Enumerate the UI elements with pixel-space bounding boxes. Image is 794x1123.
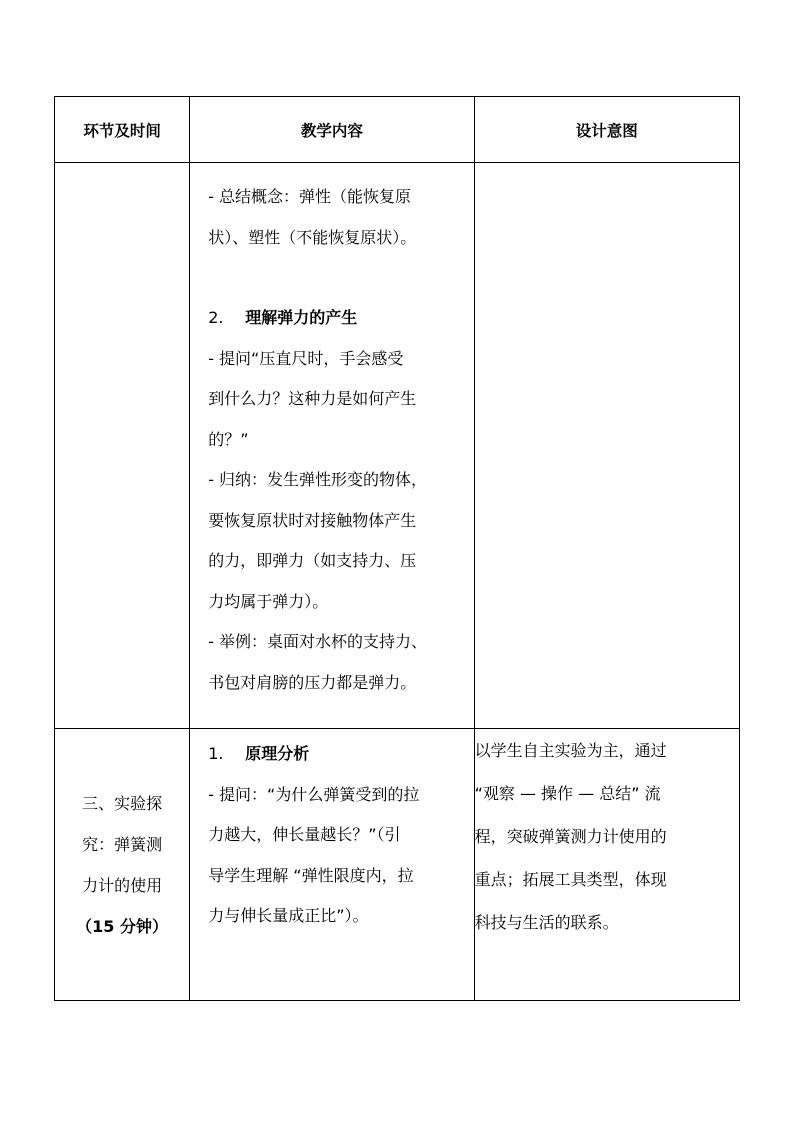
stage-line: 究：弹簧测 <box>82 834 163 854</box>
content-line: 的力，即弹力（如支持力、压 <box>208 551 417 570</box>
teaching-content-cell <box>190 729 474 1001</box>
header-stage-time: 环节及时间 <box>55 97 190 163</box>
stage-line: 三、实验探 <box>82 793 163 813</box>
design-line: “观察 — 操作 — 总结” 流 <box>474 784 661 803</box>
content-line: - 归纳：发生弹性形变的物体， <box>208 470 428 489</box>
section-number: 2. <box>208 308 224 327</box>
design-intent-cell-empty <box>474 163 739 729</box>
teaching-content-cell <box>190 163 474 729</box>
table-row <box>55 729 740 1001</box>
content-line: - 举例：桌面对水杯的支持力、 <box>208 632 428 651</box>
design-line: 程，突破弹簧测力计使用的 <box>474 827 667 846</box>
stage-line: 力计的使用 <box>82 875 163 895</box>
design-line: 以学生自主实验为主，通过 <box>474 741 667 760</box>
section-heading <box>208 298 461 339</box>
content-line: 状）、塑性（不能恢复原状）。 <box>208 227 417 247</box>
section-title: 理解弹力的产生 <box>245 308 358 327</box>
content-line: 书包对肩膀的压力都是弹力。 <box>208 672 417 692</box>
section-number: 1. <box>208 744 224 763</box>
stage-cell <box>55 729 190 1001</box>
design-line: 科技与生活的联系。 <box>474 913 619 932</box>
content-line: 力与伸长量成正比”）。 <box>208 906 369 925</box>
content-line: - 提问“压直尺时，手会感受 <box>208 348 404 368</box>
content-line: - 总结概念：弹性（能恢复原 <box>208 187 412 206</box>
section-heading <box>208 734 461 775</box>
header-teaching-content: 教学内容 <box>190 97 474 163</box>
content-line: 的？” <box>208 429 249 449</box>
content-line: 到什么力？这种力是如何产生 <box>208 389 417 408</box>
stage-time: （15 分钟） <box>76 916 169 936</box>
content-line: 要恢复原状时对接触物体产生 <box>208 510 417 530</box>
content-line: - 提问：“为什么弹簧受到的拉 <box>208 784 420 804</box>
design-line: 重点；拓展工具类型，体现 <box>474 870 667 889</box>
content-line: 力越大，伸长量越长？”（引 <box>208 825 401 844</box>
section-title: 原理分析 <box>245 744 310 763</box>
table-header-row <box>55 97 740 163</box>
design-intent-cell <box>474 729 739 1001</box>
header-design-intent: 设计意图 <box>474 97 739 163</box>
table-row <box>55 163 740 729</box>
stage-cell-empty <box>55 163 190 729</box>
content-line: 力均属于弹力）。 <box>208 591 329 611</box>
lesson-plan-table <box>54 96 740 1001</box>
content-line: 导学生理解 “弹性限度内，拉 <box>208 865 414 885</box>
